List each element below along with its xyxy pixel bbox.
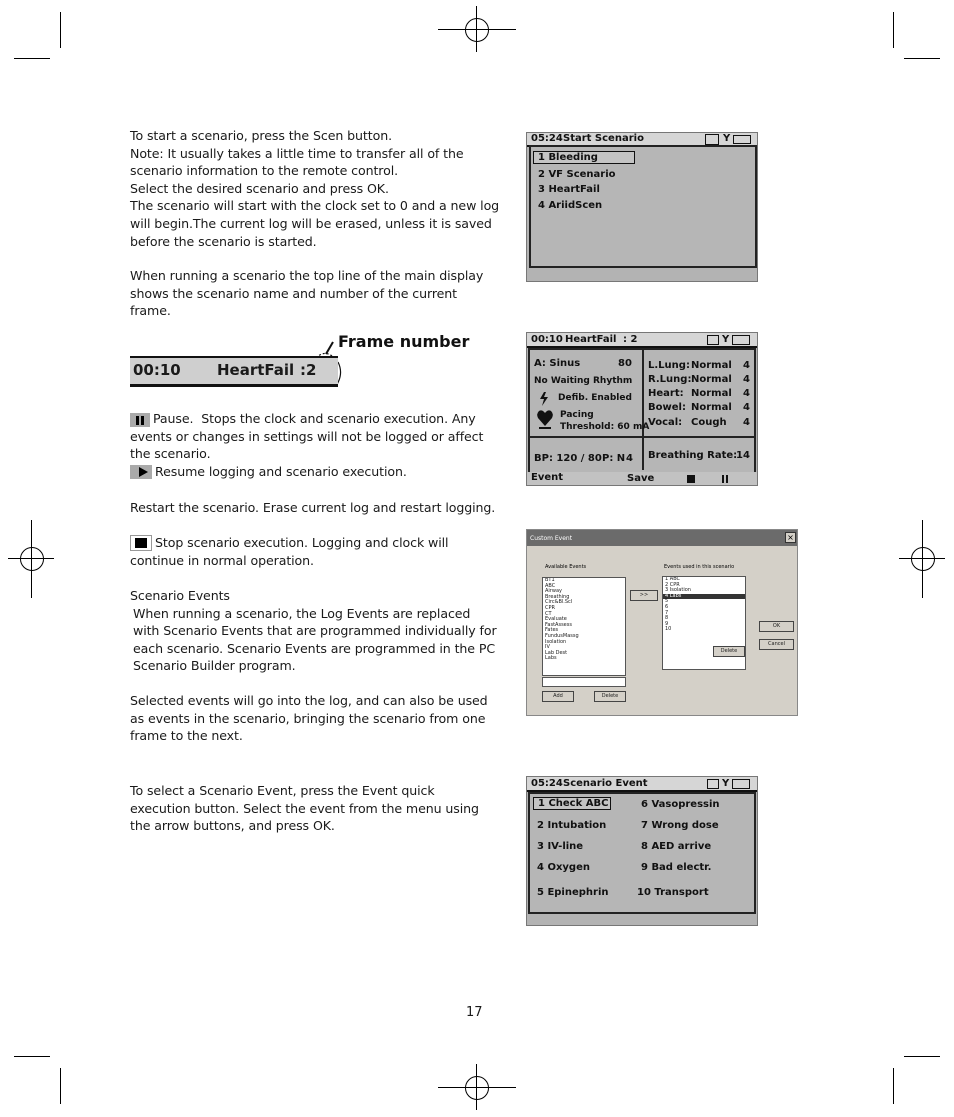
crop-mark bbox=[904, 58, 940, 59]
page-number: 17 bbox=[466, 1005, 483, 1020]
crop-mark bbox=[60, 1068, 61, 1104]
event-item-7[interactable]: 7 Wrong dose bbox=[641, 820, 719, 831]
crop-mark bbox=[14, 1056, 50, 1057]
available-event-item[interactable]: ABC bbox=[545, 582, 556, 589]
close-icon[interactable]: × bbox=[785, 532, 796, 543]
available-event-item[interactable]: Labs bbox=[545, 655, 557, 662]
event-item-6[interactable]: 6 Vasopressin bbox=[641, 799, 720, 810]
available-event-item[interactable]: BT1 bbox=[545, 577, 555, 583]
signal-icon bbox=[732, 779, 750, 789]
available-event-item[interactable]: IV bbox=[545, 644, 550, 651]
scenario-event-item[interactable]: 9 bbox=[665, 620, 669, 627]
scenario-item-1[interactable]: 1 Bleeding bbox=[533, 151, 635, 164]
scenario-event-screen bbox=[526, 776, 758, 926]
available-event-item[interactable]: Evaluate bbox=[545, 616, 567, 623]
event-item-4[interactable]: 4 Oxygen bbox=[537, 862, 590, 873]
available-events-list[interactable] bbox=[542, 577, 626, 676]
available-event-item[interactable]: CPR bbox=[545, 604, 555, 611]
scenario-event-item[interactable]: 2 CPR bbox=[665, 581, 680, 588]
add-button[interactable]: Add bbox=[542, 691, 574, 702]
scenario-event-item[interactable]: 4 Labs bbox=[663, 594, 745, 600]
event-item-10[interactable]: 10 Transport bbox=[637, 887, 709, 898]
screen-body bbox=[529, 145, 757, 268]
available-event-item[interactable]: FundusMassg bbox=[545, 632, 579, 639]
cancel-button[interactable]: Cancel bbox=[759, 639, 794, 650]
scenario-event-item[interactable]: 8 bbox=[665, 615, 669, 622]
scenario-item-2[interactable]: 2 VF Scenario bbox=[538, 169, 616, 180]
section-heading: Scenario Events bbox=[130, 588, 230, 603]
pause-icon bbox=[130, 413, 150, 427]
play-icon bbox=[130, 465, 152, 479]
antenna-icon: Y bbox=[723, 133, 731, 144]
event-item-1[interactable]: 1 Check ABC bbox=[533, 797, 611, 810]
add-to-scenario-button[interactable]: >> bbox=[630, 590, 658, 601]
scenario-event-item[interactable]: 7 bbox=[665, 609, 669, 616]
screen-body: A: Sinus 80 No Waiting Rhythm Defib. Enabled Pacing Threshold: 60 mA L.Lung: Normal 4 R.Lung: Normal 4 Heart: Normal 4 Bowel: Normal 4 Vocal: Cough 4 BP: 120 / 80 P: N 4 Breathing Rate: 14 bbox=[528, 348, 756, 474]
frame-number-callout bbox=[130, 330, 475, 386]
start-scenario-screen bbox=[526, 132, 758, 282]
available-event-item[interactable]: FastAssess bbox=[545, 621, 572, 628]
available-event-item[interactable]: Fates bbox=[545, 627, 559, 634]
scen-keyword: Scen bbox=[312, 128, 344, 143]
scenario-item-3[interactable]: 3 HeartFail bbox=[538, 184, 600, 195]
signal-icon bbox=[733, 135, 751, 144]
status-bar: 05:24 Scenario Event Y bbox=[527, 777, 757, 792]
defib-icon bbox=[538, 392, 550, 406]
screen-body bbox=[528, 792, 756, 914]
event-item-3[interactable]: 3 IV-line bbox=[537, 841, 584, 852]
scenario-event-item[interactable]: 3 Isolation bbox=[665, 587, 691, 594]
crop-mark bbox=[904, 1056, 940, 1057]
available-event-item[interactable]: CT bbox=[545, 610, 552, 617]
stop-icon bbox=[130, 535, 152, 551]
callout-label: Frame number bbox=[338, 332, 470, 351]
event-item-8[interactable]: 8 AED arrive bbox=[641, 841, 712, 852]
event-item-2[interactable]: 2 Intubation bbox=[537, 820, 607, 831]
save-softkey[interactable]: Save bbox=[627, 473, 655, 484]
delete-button[interactable]: Delete bbox=[713, 646, 745, 657]
available-event-item[interactable]: Isolation bbox=[545, 638, 567, 645]
scenario-events-section: Scenario Events When running a scenario, the Log Events are replaced with Scenario Events that are programmed individually for each scenario. Scenario Events are programmed in the PC Scenario Builder program. Selected events will go into the log, and can also be used as events in the scenario, bringing the scenario from one frame to the next. bbox=[130, 587, 500, 745]
scenario-event-item[interactable]: 6 bbox=[665, 603, 669, 610]
event-item-5[interactable]: 5 Epinephrin bbox=[537, 887, 609, 898]
status-bar: 05:24 Start Scenario Y bbox=[527, 133, 757, 147]
antenna-icon: Y bbox=[722, 334, 730, 345]
stop-icon[interactable] bbox=[687, 475, 695, 483]
select-event-text: To select a Scenario Event, press the Event quick execution button. Select the event from the menu using the arrow buttons, and press OK. bbox=[130, 783, 479, 834]
available-event-item[interactable]: Lab Dest bbox=[545, 649, 568, 656]
intro-text: To start a scenario, press the Scen button. Note: It usually takes a little time to transfer all of the scenario information to the remote control. Select the desired scenario and press OK. The scenario will start with the clock set to 0 and a new log will begin.The current log will be erased, unless it is saved before the scenario is started. When running a scenario the top line of the main display shows the scenario name and number of the current frame. bbox=[130, 128, 500, 319]
crop-mark bbox=[893, 1068, 894, 1104]
event-softkey[interactable]: Event bbox=[531, 472, 564, 483]
ok-button[interactable]: OK bbox=[759, 621, 794, 632]
dialog-titlebar: Custom Event × bbox=[527, 530, 797, 546]
available-event-item[interactable]: Airway bbox=[545, 588, 562, 595]
crop-mark bbox=[14, 58, 50, 59]
crop-mark bbox=[60, 12, 61, 48]
pacing-heart-icon bbox=[536, 408, 554, 430]
delete-event-button[interactable]: Delete bbox=[594, 691, 626, 702]
battery-icon bbox=[707, 335, 719, 345]
event-item-9[interactable]: 9 Bad electr. bbox=[641, 862, 712, 873]
scenario-event-item[interactable]: 1 ABC bbox=[665, 576, 681, 582]
battery-icon bbox=[705, 134, 719, 145]
controls-text: Pause. Stops the clock and scenario execution. Any events or changes in settings will not be logged or affect the scenario. Resume logging and scenario execution. Restart the scenario. Erase current log and restart logging. Stop scenario execution. Logging and clock will continue in normal operation. bbox=[130, 411, 496, 568]
crop-mark bbox=[893, 12, 894, 48]
signal-icon bbox=[732, 335, 750, 345]
status-bar: 00:10 HeartFail : 2 Y bbox=[527, 333, 757, 348]
footer-buttons bbox=[527, 472, 757, 485]
pause-icon[interactable] bbox=[722, 475, 724, 483]
antenna-icon: Y bbox=[722, 778, 730, 789]
available-event-item[interactable]: Breathing bbox=[545, 593, 570, 600]
scenario-event-item[interactable]: 10 bbox=[665, 626, 672, 633]
display-top-line: 00:10 HeartFail :2 bbox=[130, 356, 338, 387]
event-name-input[interactable] bbox=[542, 677, 626, 687]
custom-event-dialog: Custom Event × Available Events BT1 ABC Airway Breathing Circ&Bl.Scl CPR CT Evaluate FastAssess Fates FundusMassg Isolation IV Lab Dest Labs >> Events used in this scenario 1 ABC 2 CPR 3 Isolation 4 Labs 5 6 7 8 9 10 OK Cancel Delete Add Delete bbox=[526, 529, 798, 716]
battery-icon bbox=[707, 779, 719, 789]
main-display-screen bbox=[526, 332, 758, 486]
available-event-item[interactable]: Circ&Bl.Scl bbox=[545, 599, 573, 606]
scenario-item-4[interactable]: 4 AriidScen bbox=[538, 200, 603, 211]
scenario-event-item[interactable]: 5 bbox=[665, 598, 669, 605]
